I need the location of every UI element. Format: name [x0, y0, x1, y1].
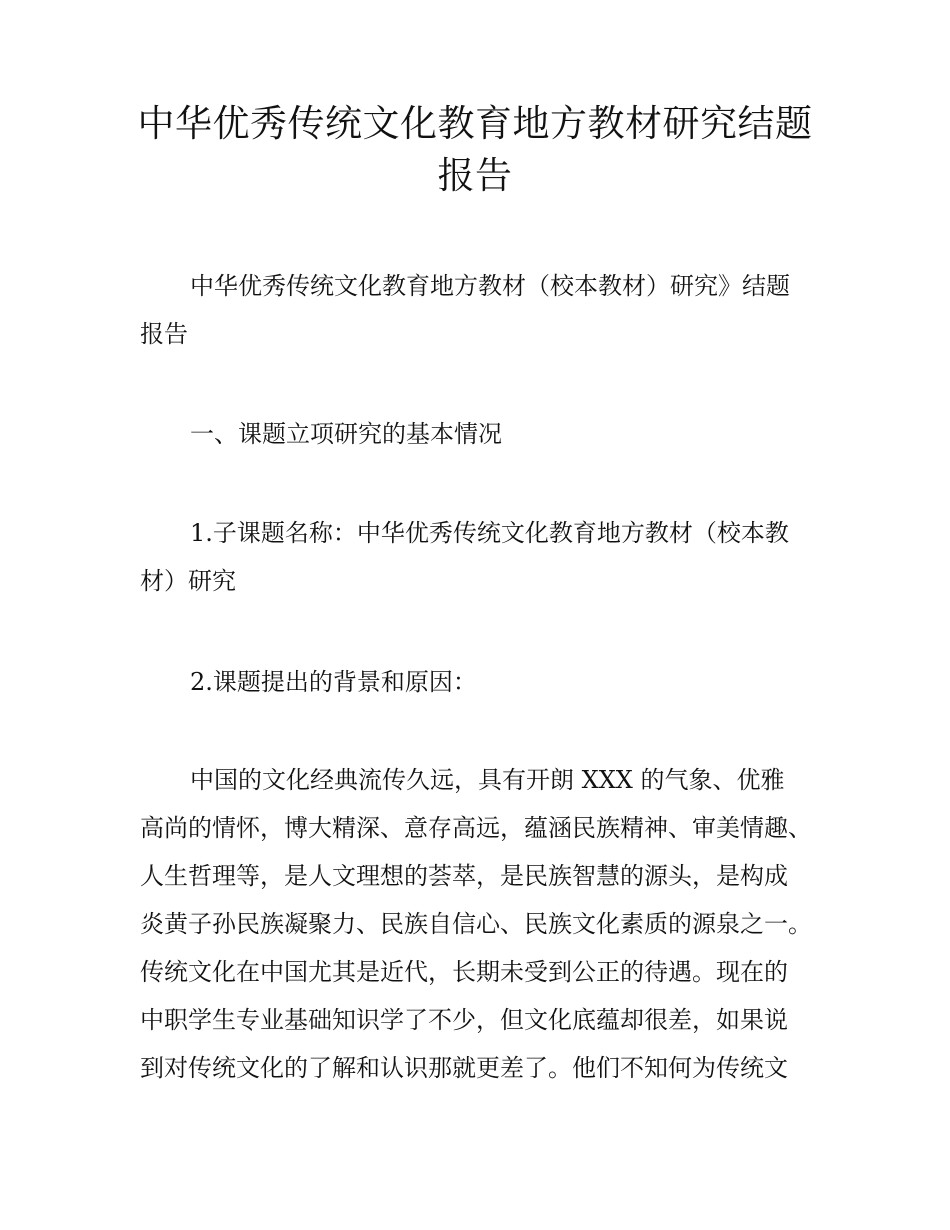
body-line: 高尚的情怀，博大精深、意存高远，蕴涵民族精神、审美情趣、 — [140, 814, 812, 842]
item-2-heading — [140, 658, 820, 706]
item-1-line: 材）研究 — [140, 567, 236, 595]
document-title — [120, 98, 830, 202]
subtitle-paragraph — [140, 262, 820, 358]
body-line: 炎黄子孙民族凝聚力、民族自信心、民族文化素质的源泉之一。 — [140, 910, 812, 938]
title-line: 中华优秀传统文化教育地方教材研究结题 — [137, 102, 813, 145]
body-line: 中国的文化经典流传久远，具有开朗 XXX 的气象、优雅 — [190, 766, 785, 794]
body-line: 到对传统文化的了解和认识那就更差了。他们不知何为传统文 — [140, 1054, 788, 1082]
item-1-line: 1.子课题名称：中华优秀传统文化教育地方教材（校本教 — [190, 519, 789, 547]
body-line: 人生哲理等，是人文理想的荟萃，是民族智慧的源头，是构成 — [140, 862, 788, 890]
subtitle-line: 中华优秀传统文化教育地方教材（校本教材）研究》结题 — [190, 272, 790, 300]
body-paragraph — [140, 756, 820, 1092]
item-2-heading-text: 2.课题提出的背景和原因： — [190, 668, 477, 696]
title-line: 报告 — [437, 154, 513, 197]
body-line: 传统文化在中国尤其是近代，长期未受到公正的待遇。现在的 — [140, 958, 788, 986]
section-heading-text: 一、课题立项研究的基本情况 — [190, 420, 502, 448]
item-1-paragraph — [140, 509, 820, 605]
body-line: 中职学生专业基础知识学了不少，但文化底蕴却很差，如果说 — [140, 1006, 788, 1034]
section-heading — [140, 410, 820, 458]
subtitle-line: 报告 — [140, 320, 188, 348]
